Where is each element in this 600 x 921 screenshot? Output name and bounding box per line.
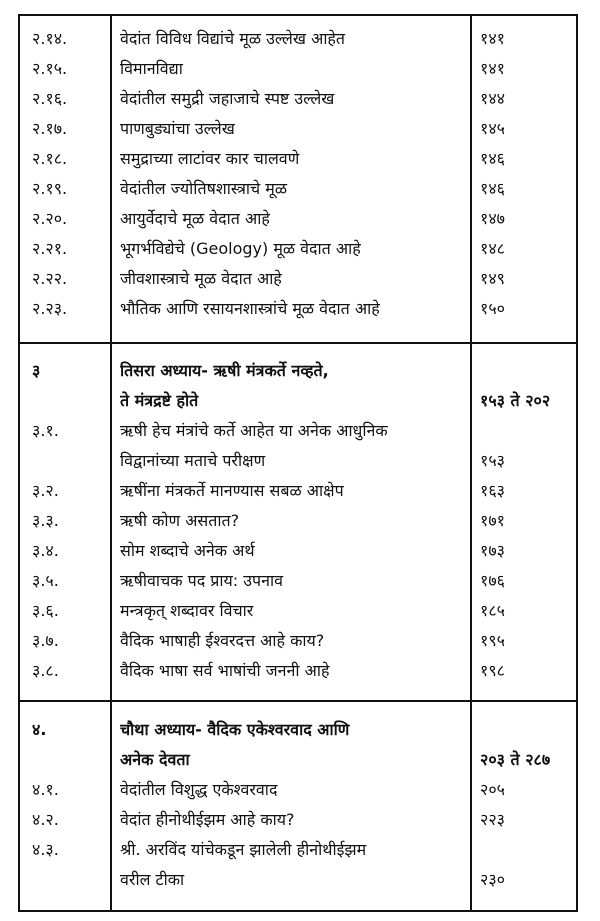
toc-row-number: ४.२. bbox=[32, 810, 59, 829]
toc-row bbox=[20, 294, 576, 324]
toc-row bbox=[20, 174, 576, 204]
toc-row-number: ३.१. bbox=[32, 421, 59, 440]
toc-row-page: २०५ bbox=[480, 780, 505, 799]
toc-row-number: ३ bbox=[32, 361, 41, 380]
toc-row-page: १४६ bbox=[480, 179, 505, 198]
toc-row bbox=[20, 626, 576, 656]
toc-row-title: ऋषींना मंत्रकर्ते मानण्यास सबळ आक्षेप bbox=[120, 481, 344, 500]
toc-row-title: वेदांत हीनोथीईझम आहे काय? bbox=[120, 810, 295, 829]
toc-row-title: जीवशास्त्राचे मूळ वेदात आहे bbox=[120, 269, 282, 288]
toc-row-number: ३.२. bbox=[32, 481, 59, 500]
toc-row-page: १४४ bbox=[480, 89, 505, 108]
toc-row bbox=[20, 114, 576, 144]
toc-row-number: २.१८. bbox=[32, 149, 68, 168]
toc-row-page: १७६ bbox=[480, 571, 505, 590]
toc-row-page: १४१ bbox=[480, 59, 505, 78]
toc-row-title: मन्त्रकृत् शब्दावर विचार bbox=[120, 601, 254, 620]
toc-row-number: २.१४. bbox=[32, 29, 68, 48]
toc-row bbox=[20, 835, 576, 865]
toc-row-page: १५३ ते २०२ bbox=[480, 391, 551, 410]
toc-row-page: २०३ ते २८७ bbox=[480, 750, 551, 769]
toc-row bbox=[20, 204, 576, 234]
toc-row-page: १९८ bbox=[480, 661, 505, 680]
toc-row bbox=[20, 234, 576, 264]
toc-row-number: ३.७. bbox=[32, 631, 59, 650]
toc-row-number: २.१६. bbox=[32, 89, 68, 108]
toc-row-title: वैदिक भाषाही ईश्वरदत्त आहे काय? bbox=[120, 631, 325, 650]
toc-row-title: वैदिक भाषा सर्व भाषांची जननी आहे bbox=[120, 661, 330, 680]
toc-row-number: ४.१. bbox=[32, 780, 59, 799]
toc-row-page: १६३ bbox=[480, 481, 505, 500]
toc-row-page: १४८ bbox=[480, 239, 505, 258]
toc-row-number: ३.८. bbox=[32, 661, 59, 680]
toc-row-page: १४७ bbox=[480, 209, 505, 228]
toc-row bbox=[20, 506, 576, 536]
contents-table bbox=[18, 14, 578, 912]
toc-row bbox=[20, 264, 576, 294]
toc-row-number: ४. bbox=[32, 720, 47, 739]
toc-row bbox=[20, 356, 576, 386]
toc-row bbox=[20, 446, 576, 476]
toc-row bbox=[20, 596, 576, 626]
toc-row bbox=[20, 416, 576, 446]
toc-row-page: १४१ bbox=[480, 29, 505, 48]
toc-row-number: २.२२. bbox=[32, 269, 68, 288]
toc-row-page: १४५ bbox=[480, 119, 505, 138]
toc-row bbox=[20, 805, 576, 835]
toc-row-title: आयुर्वेदाचे मूळ वेदात आहे bbox=[120, 209, 270, 228]
toc-row-page: १५० bbox=[480, 299, 505, 318]
section-divider bbox=[20, 342, 576, 344]
toc-row-number: २.२०. bbox=[32, 209, 68, 228]
toc-row-title: ऋषीवाचक पद प्राय: उपनाव bbox=[120, 571, 284, 590]
toc-row-number: ३.६. bbox=[32, 601, 59, 620]
toc-row-page: १४६ bbox=[480, 149, 505, 168]
toc-row-number: ३.५. bbox=[32, 571, 59, 590]
toc-row-title: अनेक देवता bbox=[120, 750, 190, 769]
toc-row-page: २३० bbox=[480, 870, 505, 889]
toc-row-page: २२३ bbox=[480, 810, 505, 829]
toc-row-page: १५३ bbox=[480, 451, 505, 470]
toc-row-title: भौतिक आणि रसायनशास्त्रांचे मूळ वेदात आहे bbox=[120, 299, 380, 318]
toc-row-number: २.१७. bbox=[32, 119, 68, 138]
toc-row bbox=[20, 476, 576, 506]
toc-row bbox=[20, 144, 576, 174]
toc-row bbox=[20, 54, 576, 84]
toc-row-number: २.१५. bbox=[32, 59, 68, 78]
toc-row-number: ३.४. bbox=[32, 541, 59, 560]
toc-row-title: चौथा अध्याय- वैदिक एकेश्वरवाद आणि bbox=[120, 720, 350, 739]
toc-row bbox=[20, 84, 576, 114]
toc-row bbox=[20, 24, 576, 54]
toc-row bbox=[20, 715, 576, 745]
toc-row-title: विमानविद्या bbox=[120, 59, 183, 78]
toc-row bbox=[20, 745, 576, 775]
toc-row-title: पाणबुड्यांचा उल्लेख bbox=[120, 119, 235, 138]
toc-row-title: सोम शब्दाचे अनेक अर्थ bbox=[120, 541, 255, 560]
toc-row-number: २.२१. bbox=[32, 239, 68, 258]
toc-row-title: वेदांतील ज्योतिषशास्त्राचे मूळ bbox=[120, 179, 288, 198]
toc-row-title: ऋषी कोण असतात? bbox=[120, 511, 240, 530]
toc-row-title: वेदांत विविध विद्यांचे मूळ उल्लेख आहेत bbox=[120, 29, 346, 48]
toc-row-title: भूगर्भविद्येचे (Geology) मूळ वेदात आहे bbox=[120, 239, 361, 258]
toc-row-title: श्री. अरविंद यांचेकडून झालेली हीनोथीईझम bbox=[120, 840, 367, 859]
section-divider bbox=[20, 700, 576, 702]
toc-row bbox=[20, 865, 576, 895]
toc-row bbox=[20, 566, 576, 596]
toc-row bbox=[20, 386, 576, 416]
toc-row-number: ३.३. bbox=[32, 511, 59, 530]
toc-row bbox=[20, 775, 576, 805]
toc-row-title: तिसरा अध्याय- ऋषी मंत्रकर्ते नव्हते, bbox=[120, 361, 329, 380]
toc-row-number: २.२३. bbox=[32, 299, 68, 318]
toc-row-title: वेदांतील समुद्री जहाजाचे स्पष्ट उल्लेख bbox=[120, 89, 335, 108]
toc-row-page: १९५ bbox=[480, 631, 505, 650]
toc-row-title: वेदांतील विशुद्ध एकेश्वरवाद bbox=[120, 780, 278, 799]
toc-row-number: ४.३. bbox=[32, 840, 59, 859]
toc-row bbox=[20, 656, 576, 686]
toc-row-page: १७१ bbox=[480, 511, 505, 530]
toc-row-title: विद्वानांच्या मताचे परीक्षण bbox=[120, 451, 266, 470]
toc-row-title: समुद्राच्या लाटांवर कार चालवणे bbox=[120, 149, 300, 168]
toc-row-page: १७३ bbox=[480, 541, 505, 560]
toc-row-number: २.१९. bbox=[32, 179, 68, 198]
toc-row-page: १८५ bbox=[480, 601, 505, 620]
toc-row-title: ते मंत्रद्रष्टे होते bbox=[120, 391, 199, 410]
toc-row bbox=[20, 536, 576, 566]
toc-row-page: १४९ bbox=[480, 269, 505, 288]
toc-row-title: ऋषी हेच मंत्रांचे कर्ते आहेत या अनेक आधुनिक bbox=[120, 421, 388, 440]
toc-row-title: वरील टीका bbox=[120, 870, 185, 889]
